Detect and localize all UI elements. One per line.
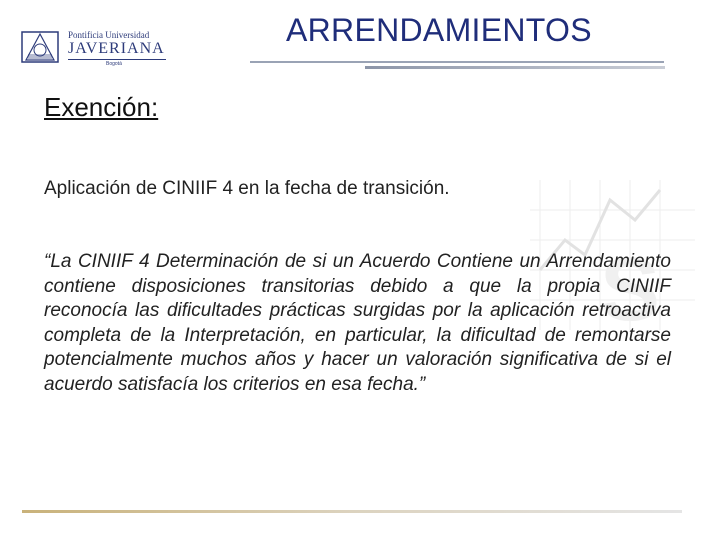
section-heading: Exención: [44,92,159,122]
svg-text:S: S [600,240,661,340]
footer-rule [22,510,682,513]
title-underline [250,61,664,63]
intro-paragraph: Aplicación de CINIIF 4 en la fecha de transición. [44,178,450,199]
title-underline-accent [365,66,665,69]
crest-icon [18,26,62,68]
quote-paragraph: “La CINIIF 4 Determinación de si un Acuerdo Contiene un Arrendamiento contiene disposiciones transitorias debido a que la propia CINIIF reconocía las dificultades prácticas surgidas por la aplicación retroactiva completa de la Interpretación, en particular, la dificultad de remontarse potencialmente muchos años y hacer un valoración significativa de si el acuerdo satisfacía los criterios en esa fecha.” [44,251,671,395]
logo-divider [68,59,166,60]
logo-text-line2: JAVERIANA [68,40,165,57]
university-logo [18,26,165,68]
logo-text-line3: Bogotá [106,61,122,67]
slide-title: ARRENDAMIENTOS [286,12,592,48]
logo-text-line1: Pontificia Universidad [68,30,150,40]
